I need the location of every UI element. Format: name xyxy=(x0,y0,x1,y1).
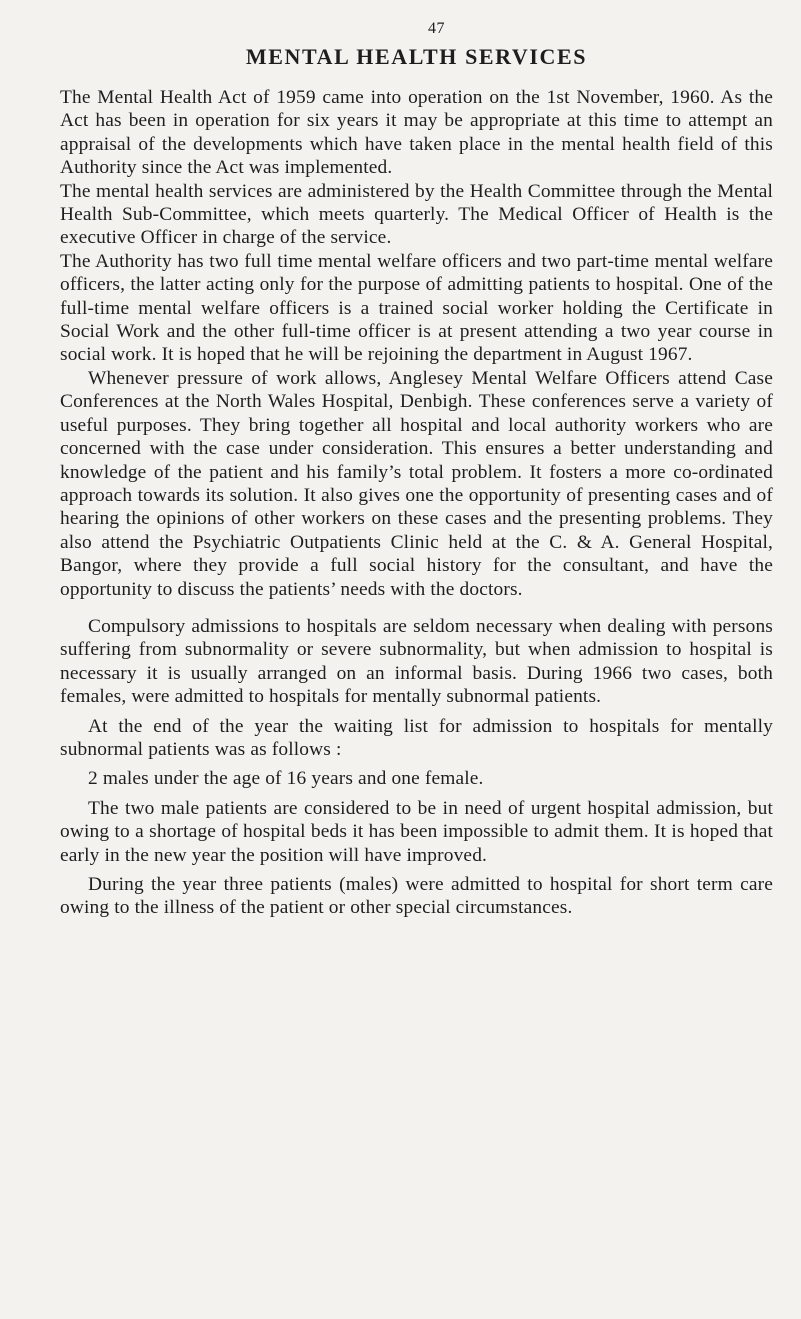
body-text xyxy=(60,86,773,920)
paragraph-waiting-list: At the end of the year the waiting list for admission to hospitals for mentally subnormal patients was as follows : xyxy=(60,715,773,760)
paragraph-administration: The mental health services are administered by the Health Committee through the Mental Health Sub-Committee, which meets quarterly. The Medical Officer of Health is the executive Officer in charge of the service. xyxy=(60,180,773,249)
paragraph-act-appraisal: The Mental Health Act of 1959 came into operation on the 1st November, 1960. As the Act has been in operation for six years it may be appropriate at this time to attempt an appraisal of the developments which have taken place in the mental health field of this Authority since the Act was implemented. xyxy=(60,87,773,179)
page-title: MENTAL HEALTH SERVICES xyxy=(245,44,588,69)
page-number: 47 xyxy=(428,20,445,37)
paragraph-short-term-care: During the year three patients (males) were admitted to hospital for short term care owing to the illness of the patient or other special circumstances. xyxy=(60,874,773,919)
paragraph-compulsory-admissions: Compulsory admissions to hospitals are seldom necessary when dealing with persons suffering from subnormality or severe subnormality, but when admission to hospital is necessary it is usually arranged on an informal basis. During 1966 two cases, both females, were admitted to hospitals for mentally subnormal patients. xyxy=(60,615,773,708)
paragraph-urgent-admission: The two male patients are considered to be in need of urgent hospital admission, but owing to a shortage of hospital beds it has been impossible to admit them. It is hoped that early in the new year the position will have improved. xyxy=(60,797,773,866)
waiting-list-entry: 2 males under the age of 16 years and one female. xyxy=(88,768,484,790)
paragraph-welfare-officers: The Authority has two full time mental welfare officers and two part-time mental welfare officers, the latter acting only for the purpose of admitting patients to hospital. One of the full-time mental welfare officers is a trained social worker holding the Certificate in Social Work and the other full-time officer is at present attending a two year course in social work. It is hoped that he will be rejoining the department in August 1967. xyxy=(60,250,773,366)
paragraph-case-conferences: Whenever pressure of work allows, Anglesey Mental Welfare Officers attend Case Conferences at the North Wales Hospital, Denbigh. These conferences serve a variety of useful purposes. They bring together all hospital and local authority workers who are concerned with the case under consideration. This ensures a better understanding and knowledge of the patient and his family’s total problem. It fosters a more co-ordinated approach towards its solution. It also gives one the opportunity of presenting cases and of hearing the opinions of other workers on these cases and the presenting problems. They also attend the Psychiatric Outpatients Clinic held at the C. & A. General Hospital, Bangor, where they provide a full social history for the consultant, and have the opportunity to discuss the patients’ needs with the doctors. xyxy=(60,367,773,600)
